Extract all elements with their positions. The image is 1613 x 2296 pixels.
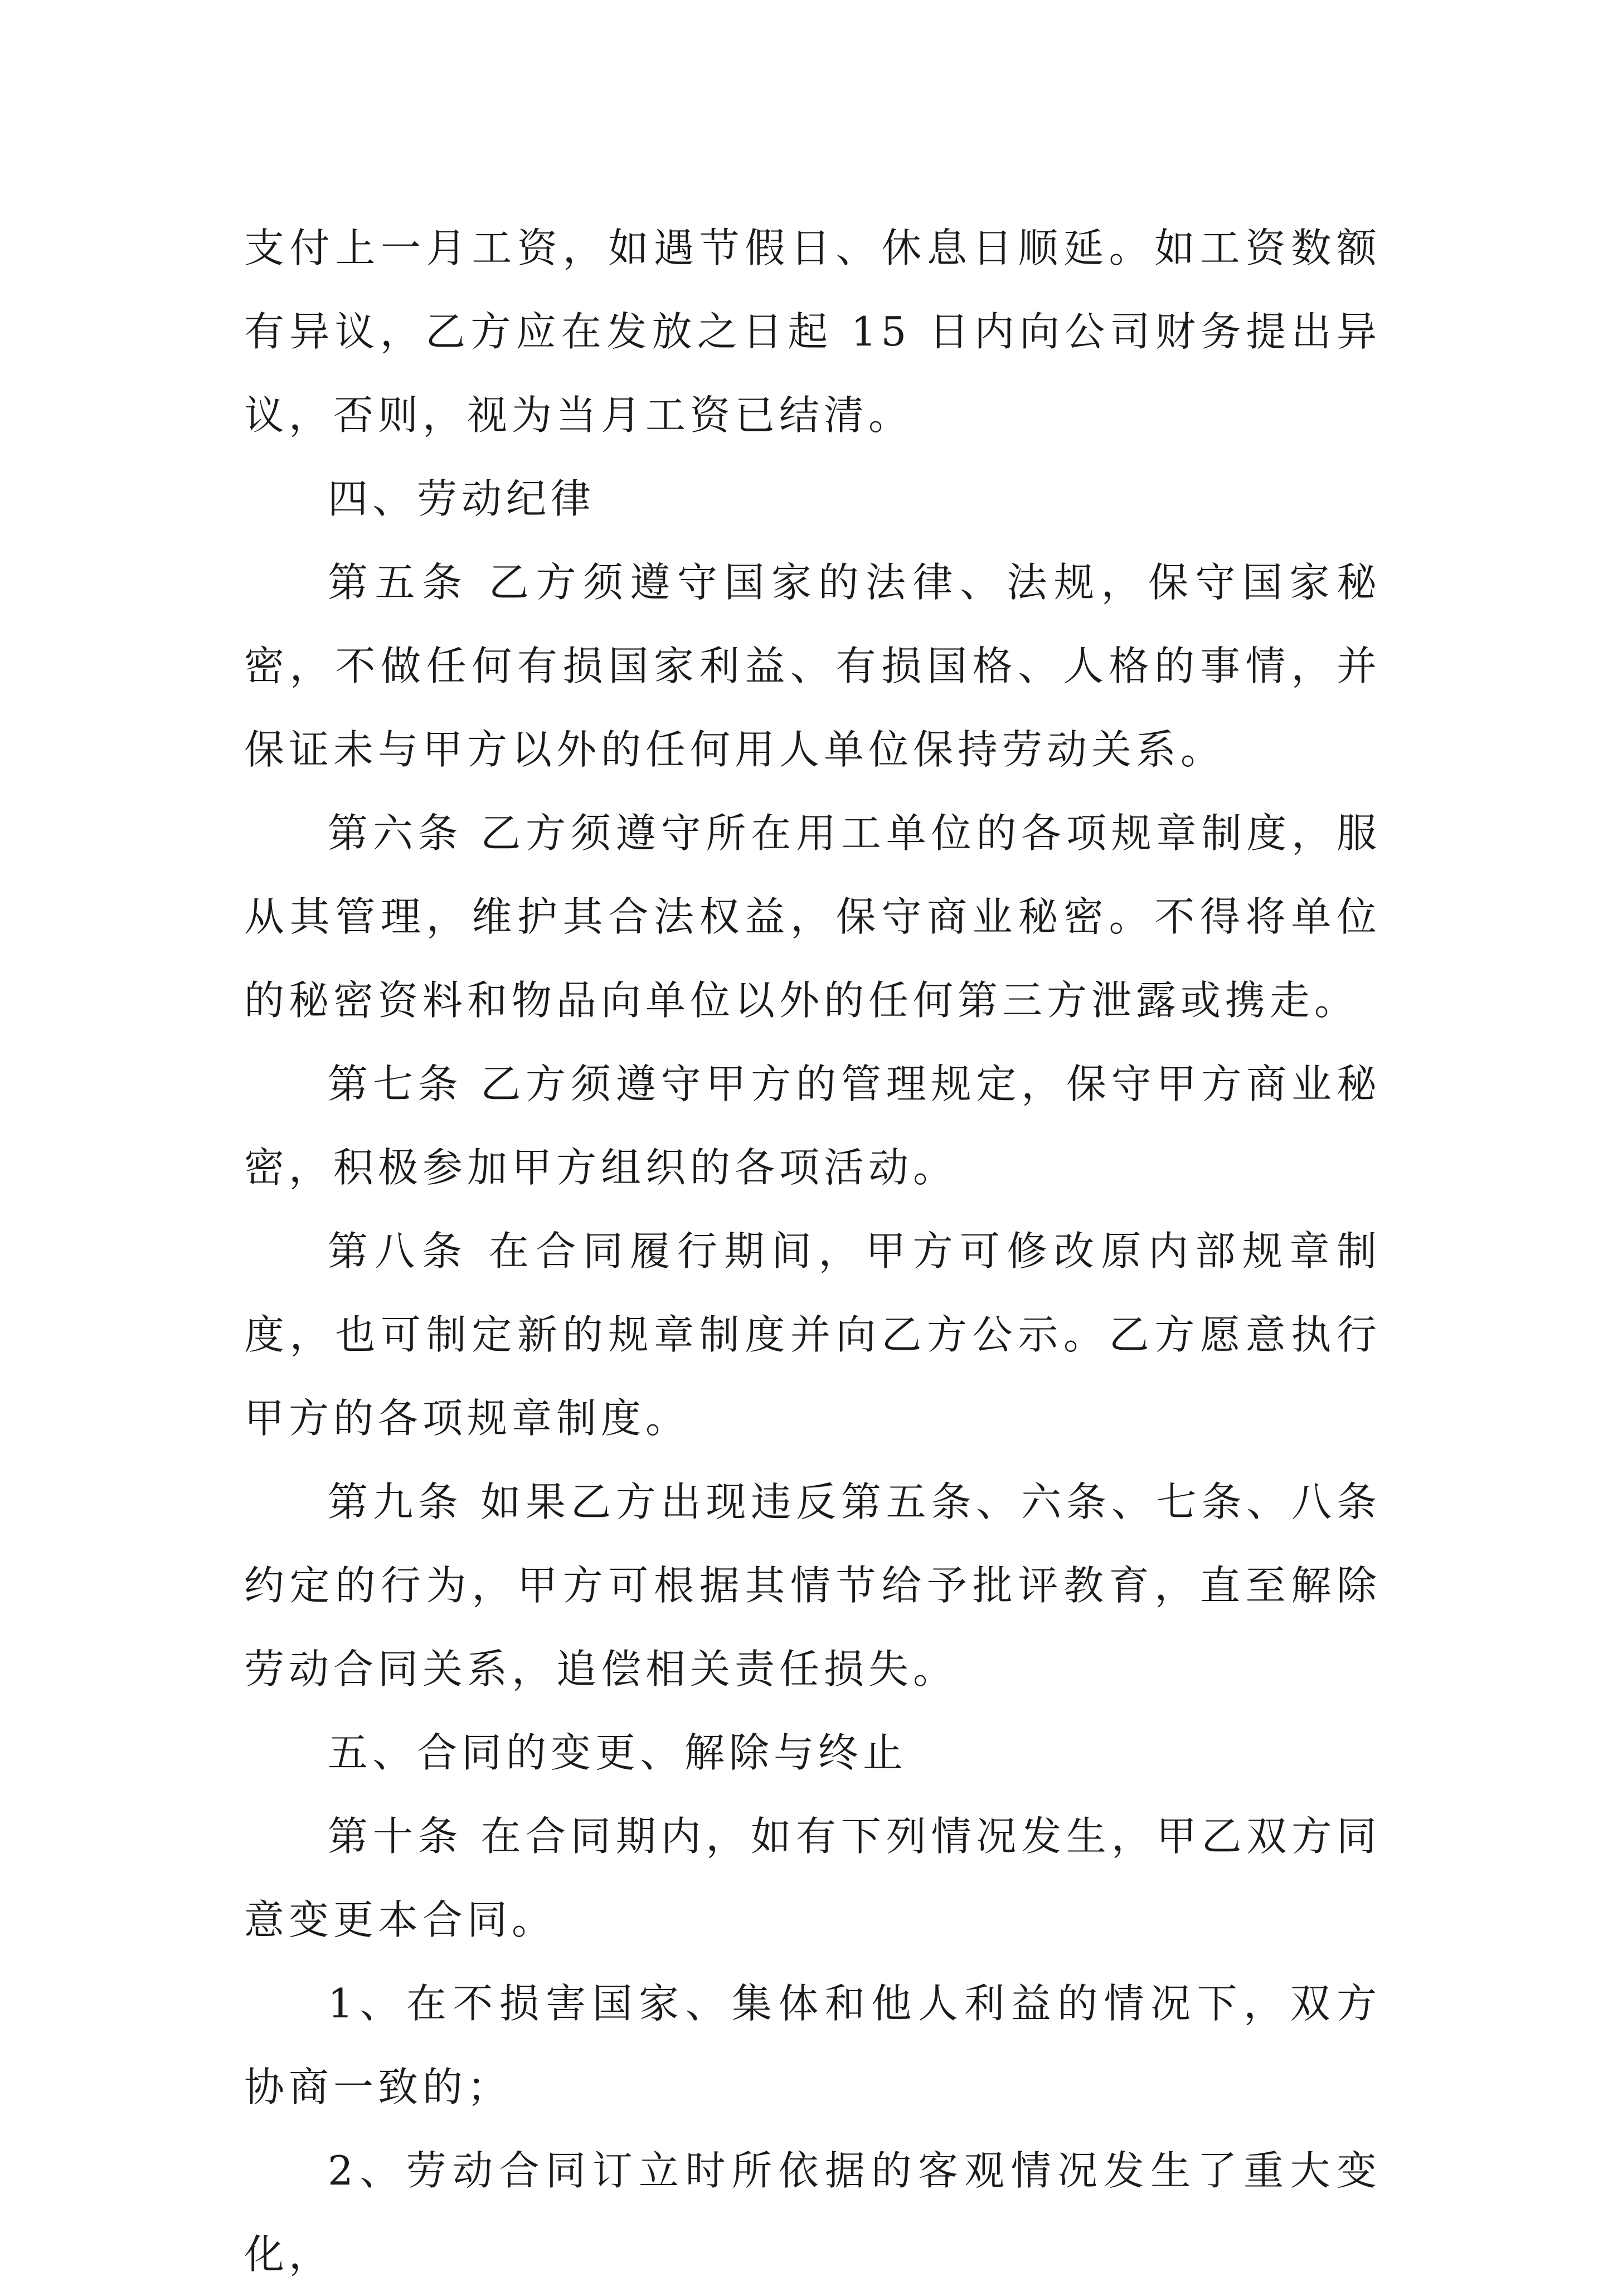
list-item-2: 2、劳动合同订立时所依据的客观情况发生了重大变化， — [244, 2147, 1381, 2278]
article-5: 第五条 乙方须遵守国家的法律、法规，保守国家秘密，不做任何有损国家利益、有损国格、人格的事情，并保证未与甲方以外的任何用人单位保持劳动关系。 — [244, 559, 1381, 773]
article-7: 第七条 乙方须遵守甲方的管理规定，保守甲方商业秘密，积极参加甲方组织的各项活动。 — [244, 1061, 1381, 1191]
article-8: 第八条 在合同履行期间，甲方可修改原内部规章制度，也可制定新的规章制度并向乙方公示。乙方愿意执行甲方的各项规章制度。 — [244, 1228, 1381, 1442]
article-9: 第九条 如果乙方出现违反第五条、六条、七条、八条约定的行为，甲方可根据其情节给予批评教育，直至解除劳动合同关系，追偿相关责任损失。 — [244, 1478, 1381, 1692]
section-heading-contract-change: 五、合同的变更、解除与终止 — [328, 1729, 908, 1776]
article-10: 第十条 在合同期内，如有下列情况发生，甲乙双方同意变更本合同。 — [244, 1813, 1381, 1943]
list-item-1: 1、在不损害国家、集体和他人利益的情况下，双方协商一致的； — [244, 1980, 1381, 2110]
document-body — [244, 206, 1381, 2296]
article-6: 第六条 乙方须遵守所在用工单位的各项规章制度，服从其管理，维护其合法权益，保守商业秘密。不得将单位的秘密资料和物品向单位以外的任何第三方泄露或携走。 — [244, 810, 1381, 1024]
section-heading-labor-discipline: 四、劳动纪律 — [328, 475, 596, 522]
paragraph-salary-continuation: 支付上一月工资，如遇节假日、休息日顺延。如工资数额有异议，乙方应在发放之日起 15 日内向公司财务提出异议，否则，视为当月工资已结清。 — [244, 225, 1381, 439]
